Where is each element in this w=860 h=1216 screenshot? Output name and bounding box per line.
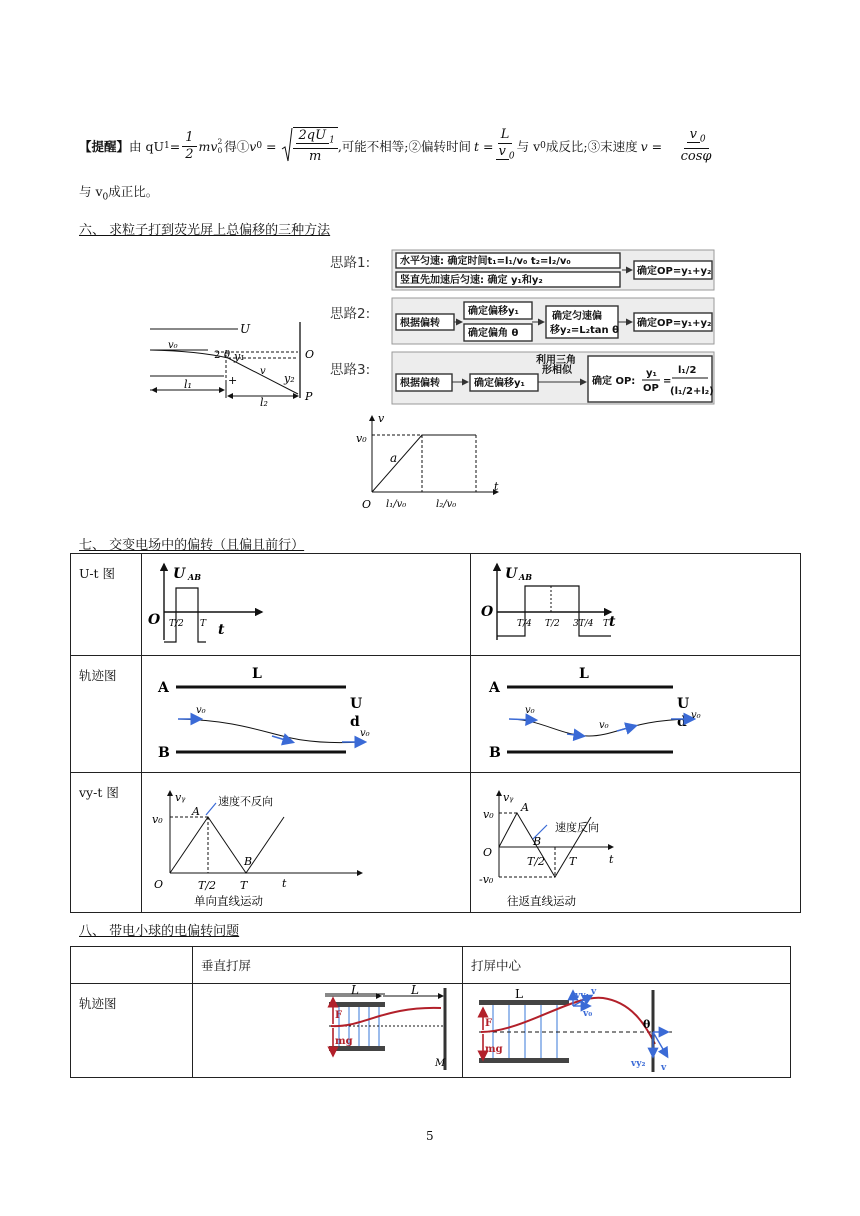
ball-right-mg: mg [485, 1044, 503, 1055]
t8-head-col2-cell [193, 947, 463, 984]
ut-right-cell [471, 554, 801, 656]
section-8-title: 八、 带电小球的电偏转问题 [79, 924, 240, 939]
m2-result: 确定OP=y₁+y₂ [637, 318, 712, 329]
vt-x1-label: l₁/v₀ [386, 499, 407, 510]
t8-head-col2: 垂直打屏 [201, 958, 252, 973]
traj-right-v0c: v₀ [691, 710, 701, 721]
method-2-label: 思路2: [330, 306, 371, 322]
ball-left-M: M [435, 1058, 446, 1069]
label-l2: l₂ [260, 396, 268, 408]
ball-left-F: F [335, 1010, 343, 1021]
row-ut-label-cell [71, 554, 142, 656]
m3-note2: 形相似 [542, 365, 572, 376]
ut-left-t: t [218, 622, 225, 638]
ut-right-U: U [505, 566, 518, 582]
traj-right-v0a: v₀ [525, 705, 535, 716]
traj-right-d: d [677, 714, 687, 730]
half-num: 1 [182, 130, 196, 147]
m2-start: 根据偏转 [400, 318, 440, 329]
t8-head-col3: 打屏中心 [471, 958, 522, 973]
vy-left-A: A [192, 805, 200, 818]
sqrt-num: 2qU [296, 128, 330, 144]
vy-right-vy: vᵧ [503, 791, 514, 804]
vy-right-T: T [569, 855, 577, 868]
traj-left-U: U [350, 696, 363, 712]
row-ut-label: U-t 图 [79, 566, 116, 581]
ut-right-AB: AB [519, 572, 532, 582]
hint-v0-over-cos: $\frac{v _0}{\cos\varphi}$ [680, 127, 712, 164]
method-1-label: 思路1: [330, 255, 371, 271]
label-theta: θ [224, 350, 231, 361]
traj-left-cell [142, 656, 471, 773]
traj-right-graph [471, 656, 801, 769]
m2-c1: 确定匀速偏 [552, 311, 602, 322]
vy-right-cell [471, 773, 801, 913]
sqrt-den: m [309, 149, 322, 165]
hint-sqrt [281, 127, 338, 166]
hint-mv: mv [198, 138, 218, 154]
m3-start: 根据偏转 [400, 378, 440, 389]
hint-lead: 【提醒】 [79, 139, 130, 154]
deflection-diagram [148, 318, 328, 408]
hint-de: 得① [224, 139, 250, 154]
vy-right-A: A [521, 801, 529, 814]
vt-O-label: O [362, 498, 372, 510]
label-v0: v₀ [168, 340, 178, 351]
label-O: O [305, 348, 315, 361]
ut-right-T2: T/2 [545, 619, 560, 629]
hint-sub0: 0 [217, 146, 223, 155]
m1-result: 确定OP=y₁+y₂ [637, 266, 712, 277]
ball-right-v-end: v [661, 1063, 667, 1073]
vy-left-caption: 单向直线运动 [194, 894, 263, 908]
hint-part3: 与 v [516, 139, 541, 154]
label-y1: y₁ [234, 350, 245, 363]
m1-row2: 竖直先加速后匀速: 确定 y₁和y₂ [400, 275, 543, 286]
vy-left-cell [142, 773, 471, 913]
traj-right-B: B [489, 745, 501, 761]
section-7-title: 七、 交变电场中的偏转（且偏且前行） [79, 538, 305, 553]
vy-right-neg-v0: -v₀ [479, 873, 494, 886]
ball-right-vy1: vy₁ [575, 991, 590, 1001]
m3-frac-bot: OP [643, 383, 659, 394]
m2-a: 确定偏移y₁ [468, 306, 519, 317]
ball-right-theta: θ [643, 1018, 651, 1031]
row-traj-label: 轨迹图 [79, 668, 117, 683]
traj-right-U: U [677, 696, 690, 712]
traj-left-graph [142, 656, 471, 769]
frac-L: L [498, 127, 513, 144]
vy-right-v0: v₀ [483, 808, 494, 821]
traj-left-A: A [158, 680, 169, 696]
vy-left-T: T [240, 879, 248, 892]
row-traj-label-cell [71, 656, 142, 773]
m3-rhs-bot: (l₁/2+l₂) [670, 386, 714, 397]
m3-note1: 利用三角 [536, 355, 576, 366]
ball-center-diagram [463, 984, 791, 1074]
methods-diagram [330, 246, 718, 406]
svg-text:=: = [663, 376, 672, 387]
ball-right-L: L [515, 987, 523, 1001]
traj-left-B: B [158, 745, 170, 761]
ball-left-mg: mg [335, 1036, 353, 1047]
hint-sub1: 1 [164, 141, 170, 151]
ut-left-U: U [173, 566, 186, 582]
row-vy-label-cell [71, 773, 142, 913]
m3-rhs-top: l₁/2 [678, 365, 697, 376]
hint-eq: = [169, 138, 181, 154]
traj-left-v0a: v₀ [196, 705, 206, 716]
ut-right-graph [471, 554, 801, 652]
t8-left-cell [193, 984, 463, 1078]
vy-left-O: O [154, 878, 164, 891]
half-den: 2 [185, 146, 194, 162]
frac-cos: cosφ [680, 148, 712, 164]
method-3-label: 思路3: [330, 362, 371, 378]
vy-right-T2: T/2 [527, 855, 546, 868]
traj-right-L: L [579, 666, 589, 682]
ut-left-T2: T/2 [169, 619, 184, 629]
hint-line2b: 成正比。 [108, 184, 159, 199]
vt-a-label: a [390, 451, 398, 465]
vy-left-note: 速度不反向 [218, 795, 273, 808]
traj-right-cell [471, 656, 801, 773]
label-U: U [240, 322, 251, 336]
sqrt-num-sub: 1 [329, 135, 335, 146]
hint-v-eq: v = [640, 138, 663, 154]
ut-right-T34: 3T/4 [573, 619, 594, 629]
sqrt-icon [281, 127, 293, 165]
row-vy-label: vy-t 图 [79, 785, 119, 800]
vy-right-caption: 往返直线运动 [507, 894, 576, 908]
vy-left-B: B [244, 855, 253, 868]
hint-sup2: 2 [217, 137, 223, 146]
vt-t-label: t [494, 480, 499, 493]
vt-v0-label: v₀ [356, 432, 367, 445]
m3-result: 确定 OP: [592, 376, 636, 387]
ball-left-L2: L [411, 984, 419, 997]
m3-frac-top: y₁ [646, 368, 657, 379]
vy-left-v0: v₀ [152, 813, 163, 826]
label-P: P [305, 390, 313, 403]
vy-right-note: 速度反向 [555, 821, 599, 834]
ut-left-O: O [148, 612, 161, 628]
t8-head-col3-cell [463, 947, 791, 984]
section-7-table [70, 553, 801, 913]
vy-right-graph [471, 773, 801, 909]
hint-line-1: 【提醒】 由 qU 1 = $\frac{1}{2}$ mv 2 0 得① v 0 = $\frac{2qU _1}{m}$ ,可能不相等;②偏转时间 t = $\frac{L}{v _0}$ 与 v 0 成反比;③末速度 v = $\frac{v _0}{\cos\varphi}$ [79, 126, 730, 166]
vt-graph [350, 410, 510, 510]
t8-row-label-cell [71, 984, 193, 1078]
hint-part1: 由 qU [129, 139, 165, 154]
label-l1: l₁ [184, 378, 192, 391]
traj-left-d: d [350, 714, 360, 730]
t8-right-cell [463, 984, 791, 1078]
section-8-table [70, 946, 791, 1078]
ball-right-F: F [485, 1018, 493, 1029]
hint-line-2: 与 $v_0$成正比。 [79, 184, 159, 203]
ut-left-T: T [200, 619, 207, 629]
ball-right-v: v [591, 987, 597, 997]
hint-v0: v [249, 138, 257, 154]
ut-right-T: T [603, 619, 610, 629]
hint-part3b: 成反比;③末速度 [545, 139, 638, 154]
hint-part2: ,可能不相等;②偏转时间 [337, 139, 472, 154]
t8-empty-head [71, 947, 193, 984]
label-plus: + [228, 374, 238, 387]
traj-left-L: L [252, 666, 262, 682]
ball-right-vy2: vy₂ [631, 1059, 646, 1069]
m2-b: 确定偏角 θ [468, 328, 519, 339]
vy-left-t: t [282, 877, 287, 890]
vt-x2-label: l₂/v₀ [436, 499, 457, 510]
vy-left-vy: vᵧ [175, 791, 186, 804]
hint-L-over-v0: $\frac{L}{v _0}$ [496, 127, 515, 165]
m2-c2: 移y₂=L₂tan θ [550, 325, 620, 336]
ball-vertical-diagram [193, 984, 463, 1074]
vt-v-label: v [378, 412, 385, 425]
traj-right-v0b: v₀ [599, 720, 609, 731]
ball-left-L1: L [351, 984, 359, 997]
frac-v0: v [496, 144, 509, 160]
m1-row1: 水平匀速: 确定时间t₁=l₁/v₀ t₂=l₂/v₀ [400, 256, 571, 267]
label-y2: y₂ [284, 372, 295, 385]
section-6-title: 六、 求粒子打到荧光屏上总偏移的三种方法 [79, 223, 331, 238]
t8-row-label: 轨迹图 [79, 996, 117, 1011]
ut-left-cell [142, 554, 471, 656]
hint-line2: 与 v [79, 184, 103, 199]
traj-right-A: A [489, 680, 500, 696]
ut-right-O: O [481, 604, 494, 620]
vy-right-O: O [483, 846, 493, 859]
hint-half [182, 130, 196, 163]
label-v: v [260, 366, 266, 377]
hint-t-eq: t = [474, 138, 494, 154]
ut-left-graph [142, 554, 471, 652]
label-2: 2 [214, 350, 221, 361]
vy-left-graph [142, 773, 471, 909]
ball-right-v0: v₀ [583, 1009, 593, 1019]
m3-a: 确定偏移y₁ [474, 378, 525, 389]
traj-left-v0b: v₀ [360, 728, 370, 739]
vy-right-t: t [609, 853, 614, 866]
page-number: 5 [426, 1129, 434, 1143]
ut-right-t: t [609, 614, 616, 630]
ut-left-AB: AB [188, 572, 201, 582]
ut-right-T4: T/4 [517, 619, 532, 629]
vy-left-T2: T/2 [198, 879, 217, 892]
vy-right-B: B [533, 835, 542, 848]
